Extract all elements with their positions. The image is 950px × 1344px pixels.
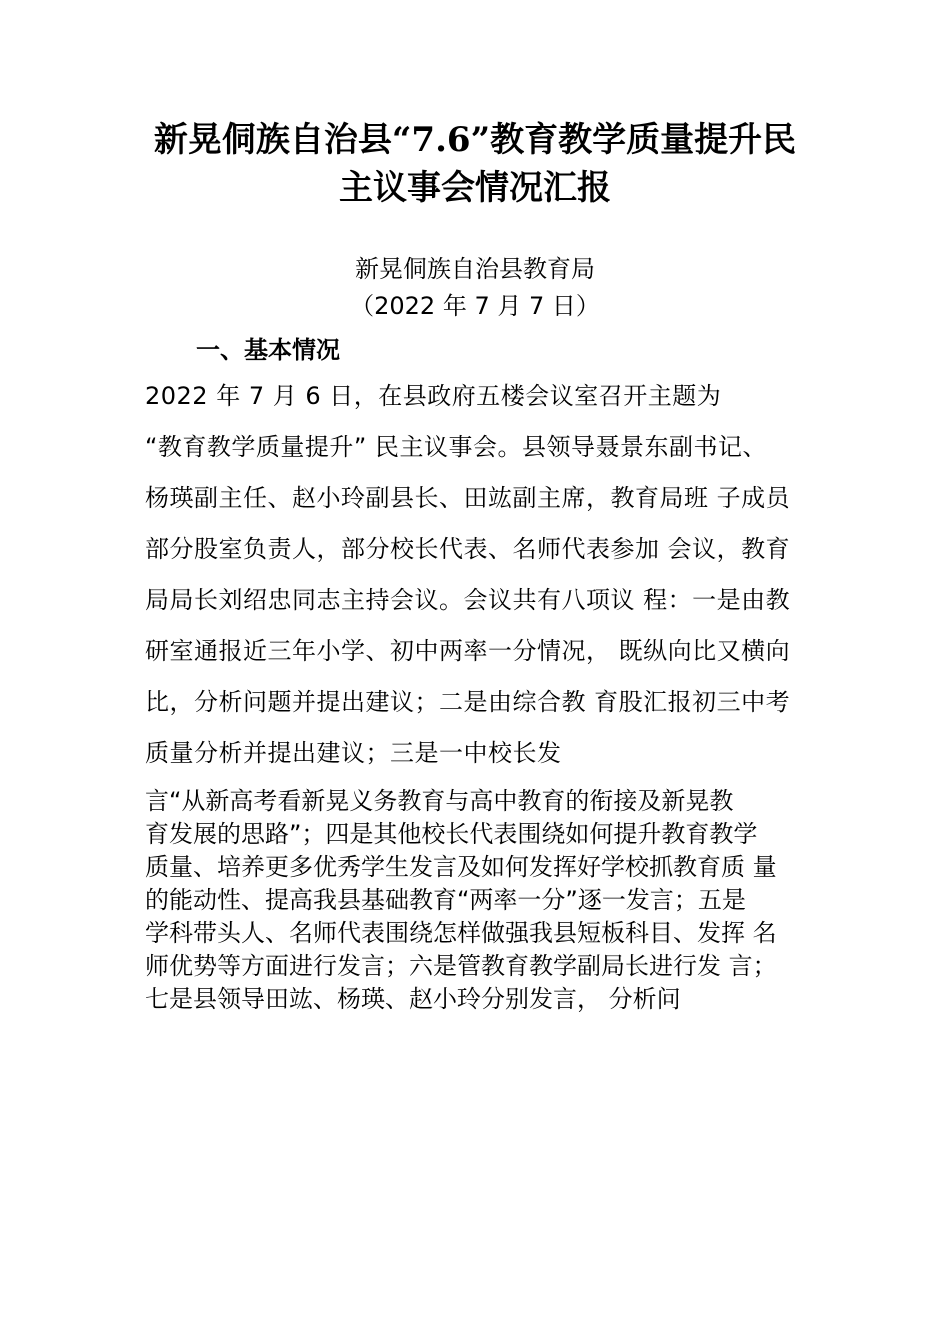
issuer: 新晃侗族自治县教育局	[355, 255, 595, 283]
paragraph-2-line: 言“从新高考看新晃义务教育与高中教育的衔接及新晃教	[145, 787, 734, 815]
paragraph-1-line: 研室通报近三年小学、初中两率一分情况， 既纵向比又横向	[145, 637, 791, 665]
paragraph-1-line: 部分股室负责人，部分校长代表、名师代表参加 会议，教育	[145, 535, 791, 563]
paragraph-1-line: 质量分析并提出建议；三是一中校长发	[145, 739, 562, 767]
document-title-line-2: 主议事会情况汇报	[339, 168, 611, 208]
paragraph-2-line: 育发展的思路”；四是其他校长代表围绕如何提升教育教学	[145, 820, 758, 848]
paragraph-1-line: 杨瑛副主任、赵小玲副县长、田竑副主席，教育局班 子成员	[145, 484, 791, 512]
paragraph-1	[145, 376, 825, 784]
section-heading-basic-situation: 一、基本情况	[196, 336, 340, 364]
paragraph-2-line: 质量、培养更多优秀学生发言及如何发挥好学校抓教育质 量	[145, 853, 777, 881]
paragraph-1-line: 比，分析问题并提出建议；二是由综合教 育股汇报初三中考	[145, 688, 791, 716]
report-date: （2022 年 7 月 7 日）	[350, 292, 600, 320]
paragraph-1-line: “教育教学质量提升” 民主议事会。县领导聂景东副书记、	[145, 433, 767, 461]
paragraph-2-line: 七是县领导田竑、杨瑛、赵小玲分别发言， 分析问	[145, 985, 681, 1013]
paragraph-1-line: 局局长刘绍忠同志主持会议。会议共有八项议 程：一是由教	[145, 586, 791, 614]
document-title-line-1: 新晃侗族自治县“7.6”教育教学质量提升民	[153, 120, 797, 160]
paragraph-2-line: 学科带头人、名师代表围绕怎样做强我县短板科目、发挥 名	[145, 919, 777, 947]
paragraph-2	[145, 785, 825, 1016]
paragraph-1-line: 2022 年 7 月 6 日，在县政府五楼会议室召开主题为	[145, 382, 722, 410]
paragraph-2-line: 师优势等方面进行发言；六是管教育教学副局长进行发 言；	[145, 952, 777, 980]
paragraph-2-line: 的能动性、提高我县基础教育“两率一分”逐一发言；五是	[145, 886, 746, 914]
